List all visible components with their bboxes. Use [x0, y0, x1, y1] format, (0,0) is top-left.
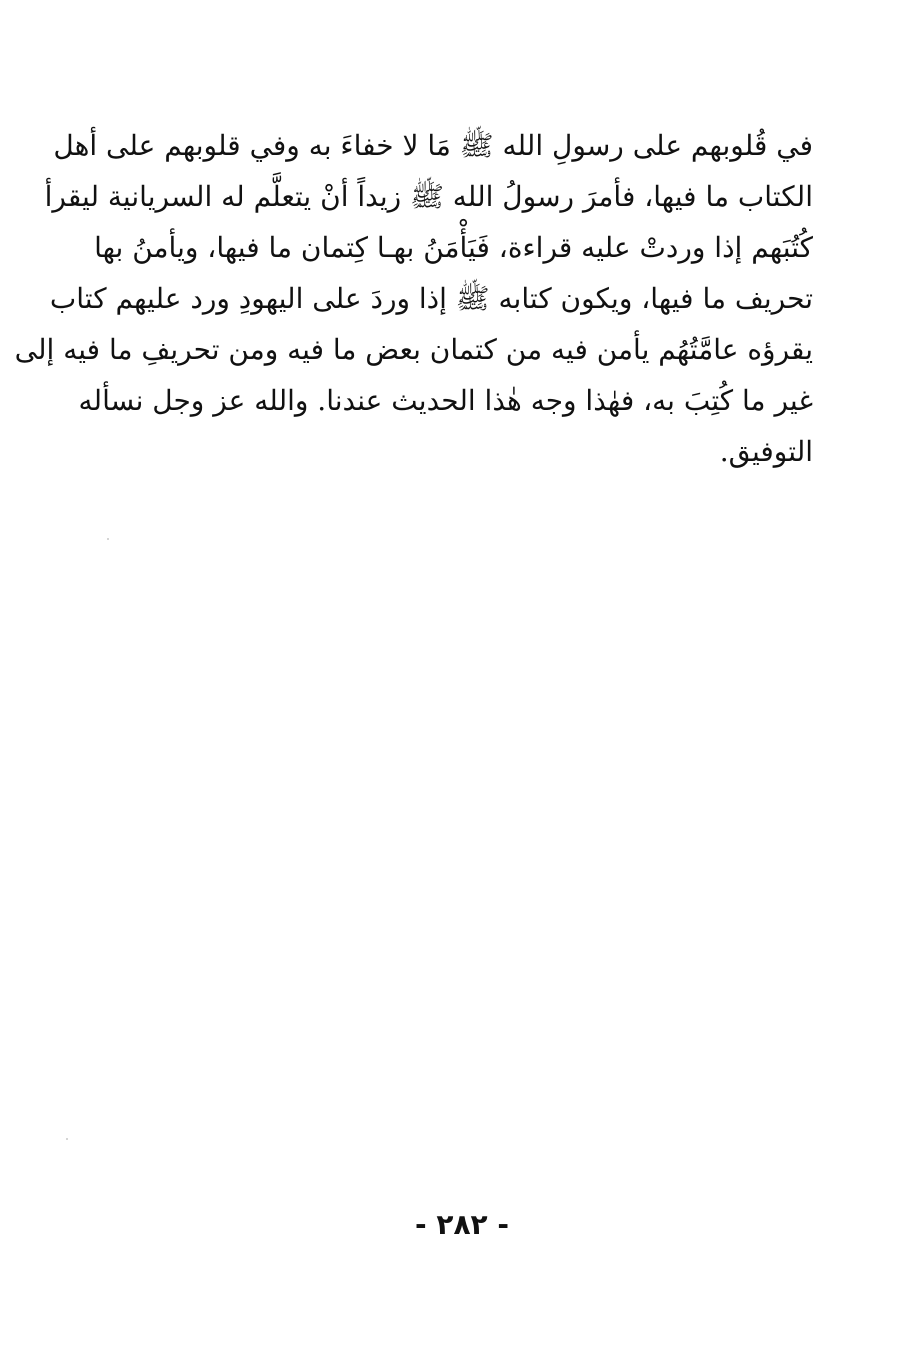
- text-line: التوفيق.: [719, 435, 813, 468]
- page-number: - ٢٨٢ -: [414, 1208, 510, 1241]
- scan-speck: [66, 1138, 68, 1140]
- text-line: غير ما كُتِبَ به، فهٰذا وجه هٰذا الحديث عندنا. والله عز وجل نسأله: [78, 384, 813, 417]
- text-line: يقرؤه عامَّتُهُم يأمن فيه من كتمان بعض ما فيه ومن تحريفِ ما فيه إلى: [14, 333, 813, 366]
- scan-speck: [107, 538, 109, 540]
- text-line: كُتُبَهم إذا وردتْ عليه قراءة، فَيَأْمَنُ بهـا كِتمان ما فيها، ويأمنُ بها: [94, 231, 813, 264]
- text-line: تحريف ما فيها، ويكون كتابه ﷺ إذا وردَ على اليهودِ ورد عليهم كتاب: [49, 282, 813, 315]
- body-text: [14, 120, 813, 477]
- text-line: الكتاب ما فيها، فأمرَ رسولُ الله ﷺ زيداً أنْ يتعلَّم له السريانية ليقرأ: [44, 180, 813, 213]
- text-line: في قُلوبهم على رسولِ الله ﷺ مَا لا خفاءَ به وفي قلوبهم على أهل: [53, 129, 813, 162]
